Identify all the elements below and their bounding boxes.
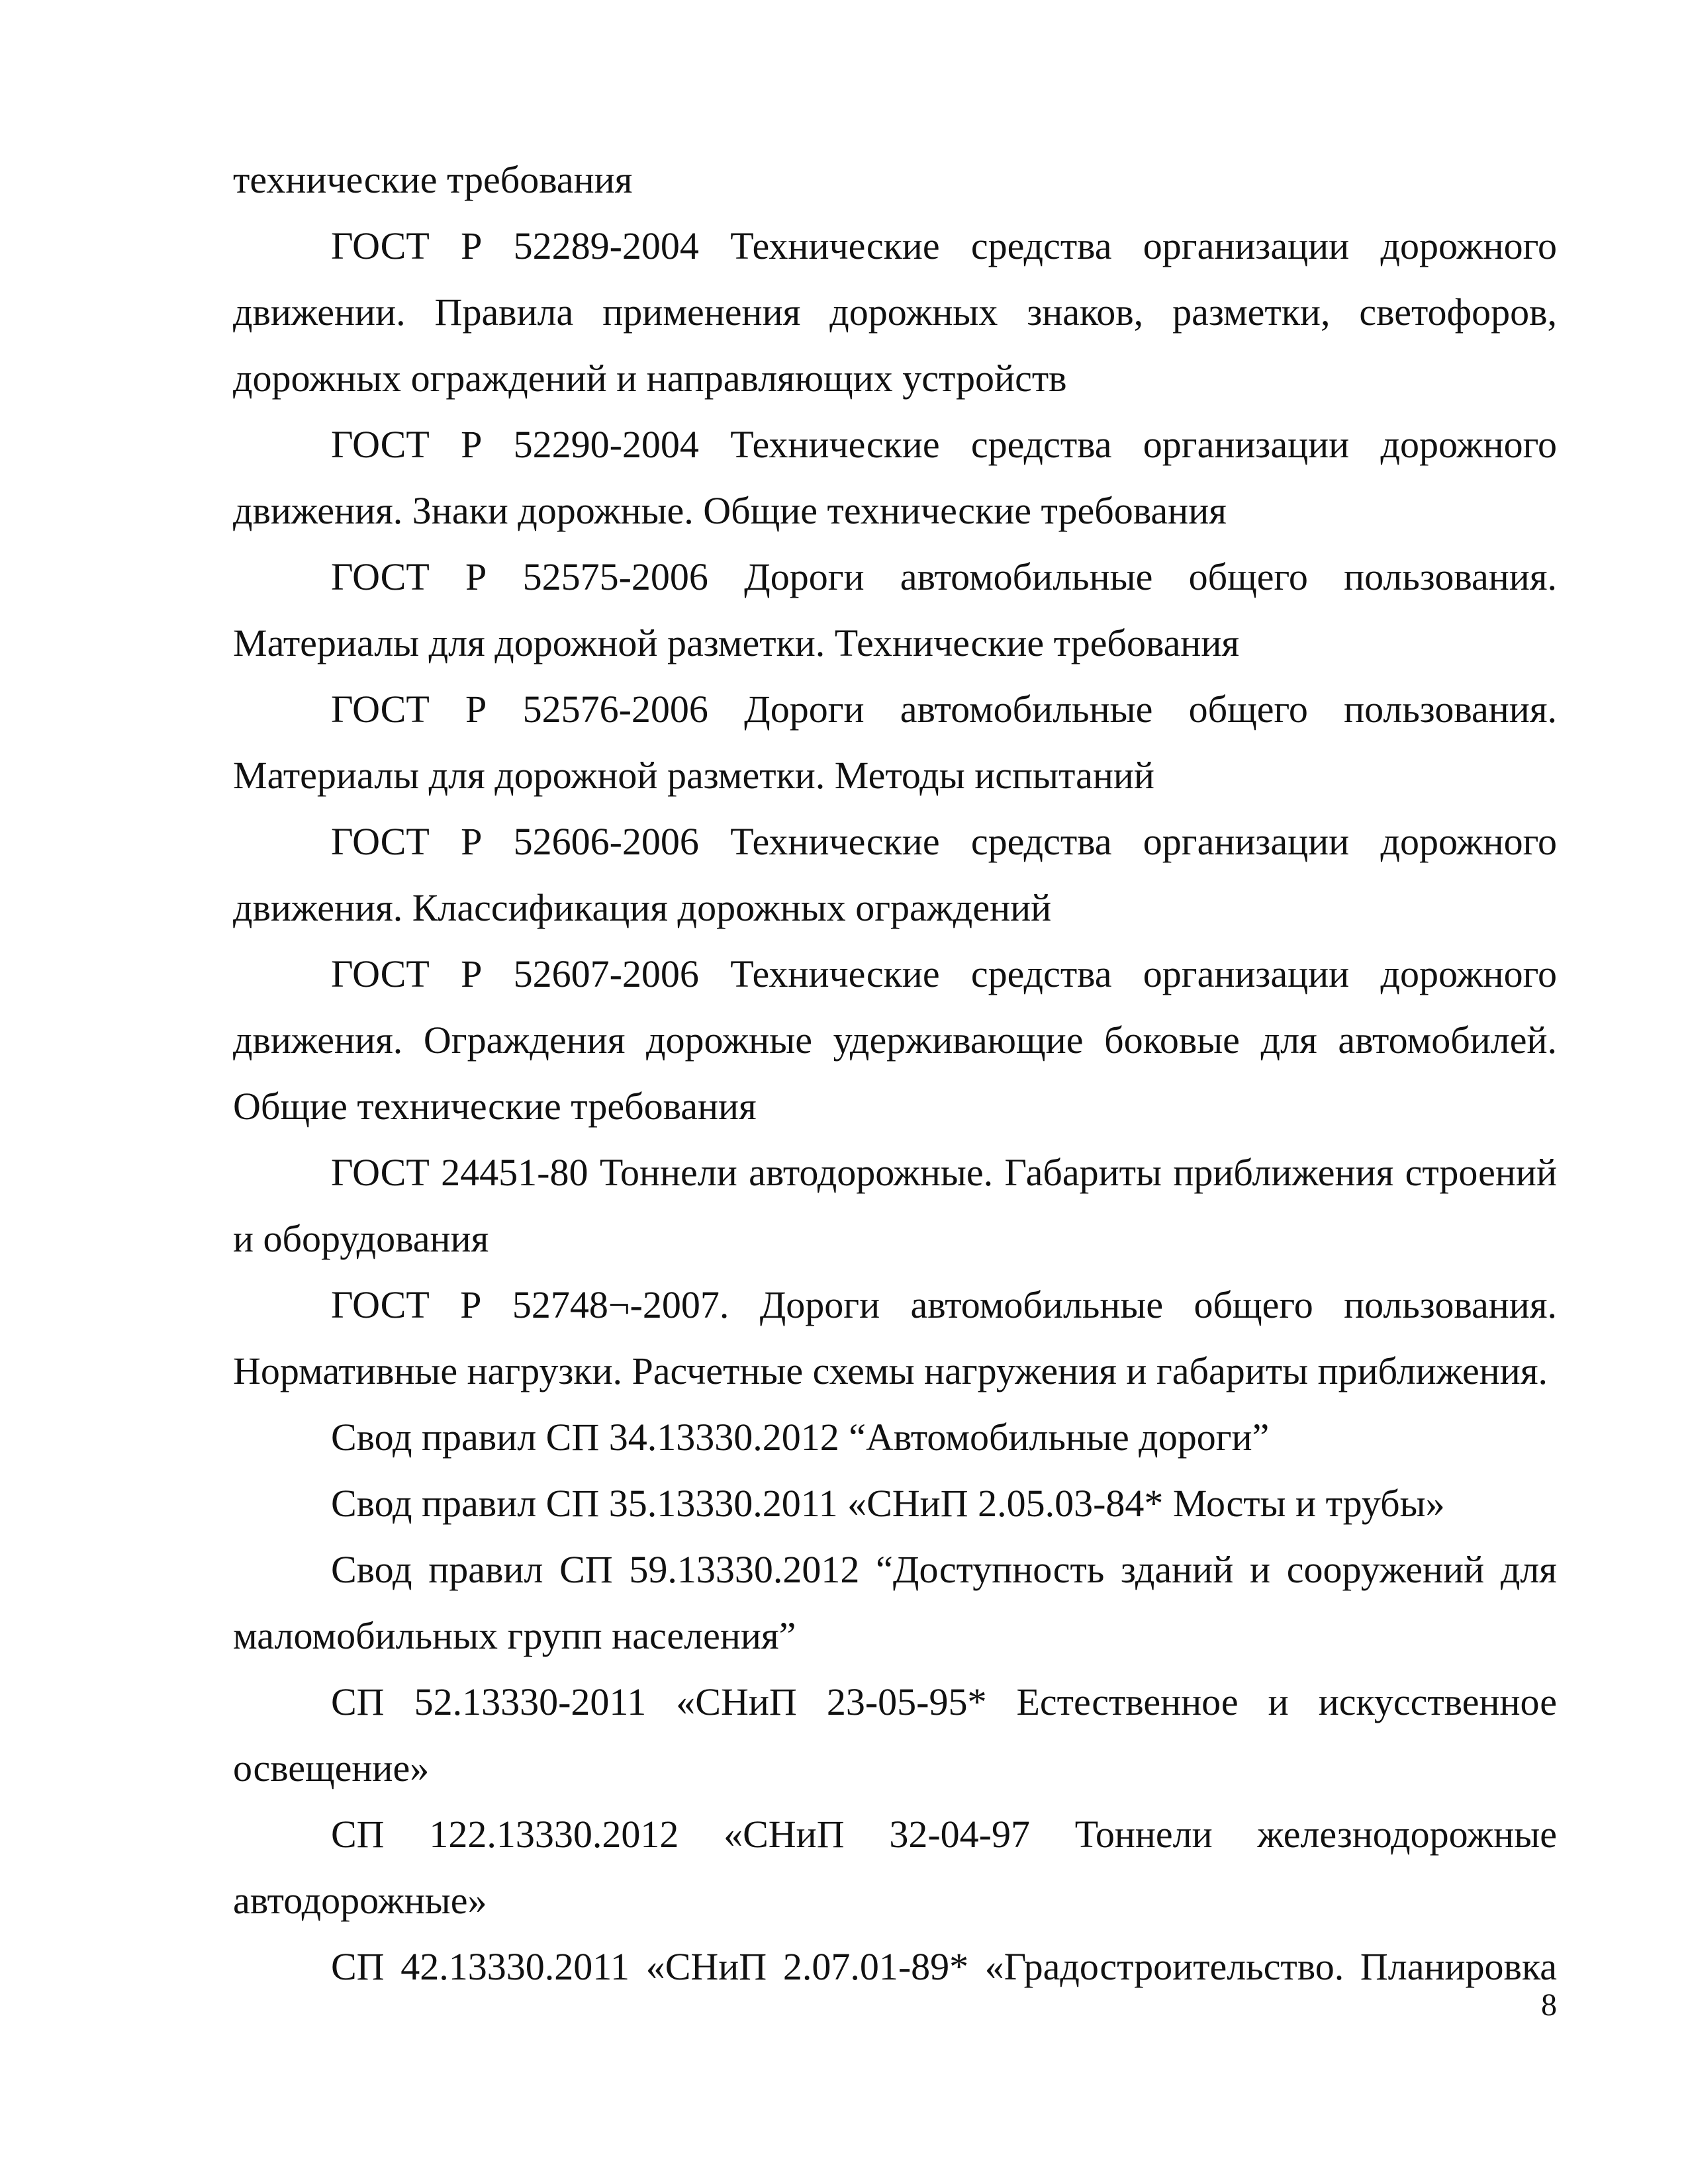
reference-entry: ГОСТ Р 52576-2006 Дороги автомобильные общего пользования. Материалы для дорожной разметки. Методы испытаний — [233, 688, 1557, 797]
page-number: 8 — [1541, 1987, 1557, 2023]
reference-entry: Свод правил СП 59.13330.2012 “Доступность зданий и сооружений для маломобильных групп населения” — [233, 1548, 1557, 1657]
document-body — [233, 147, 1557, 2000]
reference-entry: СП 122.13330.2012 «СНиП 32-04-97 Тоннели железнодорожные автодорожные» — [233, 1813, 1557, 1922]
reference-entry: ГОСТ Р 52575-2006 Дороги автомобильные общего пользования. Материалы для дорожной разметки. Технические требования — [233, 555, 1557, 664]
reference-entry: ГОСТ Р 52607-2006 Технические средства организации дорожного движения. Ограждения дорожные удерживающие боковые для автомобилей. Общие технические требования — [233, 952, 1557, 1128]
reference-entry: ГОСТ Р 52606-2006 Технические средства организации дорожного движения. Классификация дорожных ограждений — [233, 820, 1557, 929]
reference-entry: СП 52.13330-2011 «СНиП 23-05-95* Естественное и искусственное освещение» — [233, 1680, 1557, 1790]
reference-entry: ГОСТ Р 52289-2004 Технические средства организации дорожного движении. Правила применения дорожных знаков, разметки, светофоров, дорожных ограждений и направляющих устройств — [233, 224, 1557, 400]
reference-entry: ГОСТ Р 52290-2004 Технические средства организации дорожного движения. Знаки дорожные. Общие технические требования — [233, 423, 1557, 532]
reference-entry: СП 42.13330.2011 «СНиП 2.07.01-89* «Градостроительство. Планировка — [331, 1945, 1557, 1988]
reference-entry: ГОСТ Р 52748¬-2007. Дороги автомобильные общего пользования. Нормативные нагрузки. Расчетные схемы нагружения и габариты приближения. — [233, 1283, 1557, 1392]
continuation-text: технические требования — [233, 158, 633, 201]
reference-entry: ГОСТ 24451-80 Тоннели автодорожные. Габариты приближения строений и оборудования — [233, 1151, 1557, 1260]
reference-entry: Свод правил СП 34.13330.2012 “Автомобильные дороги” — [331, 1416, 1270, 1459]
reference-entry: Свод правил СП 35.13330.2011 «СНиП 2.05.03-84* Мосты и трубы» — [331, 1482, 1445, 1525]
